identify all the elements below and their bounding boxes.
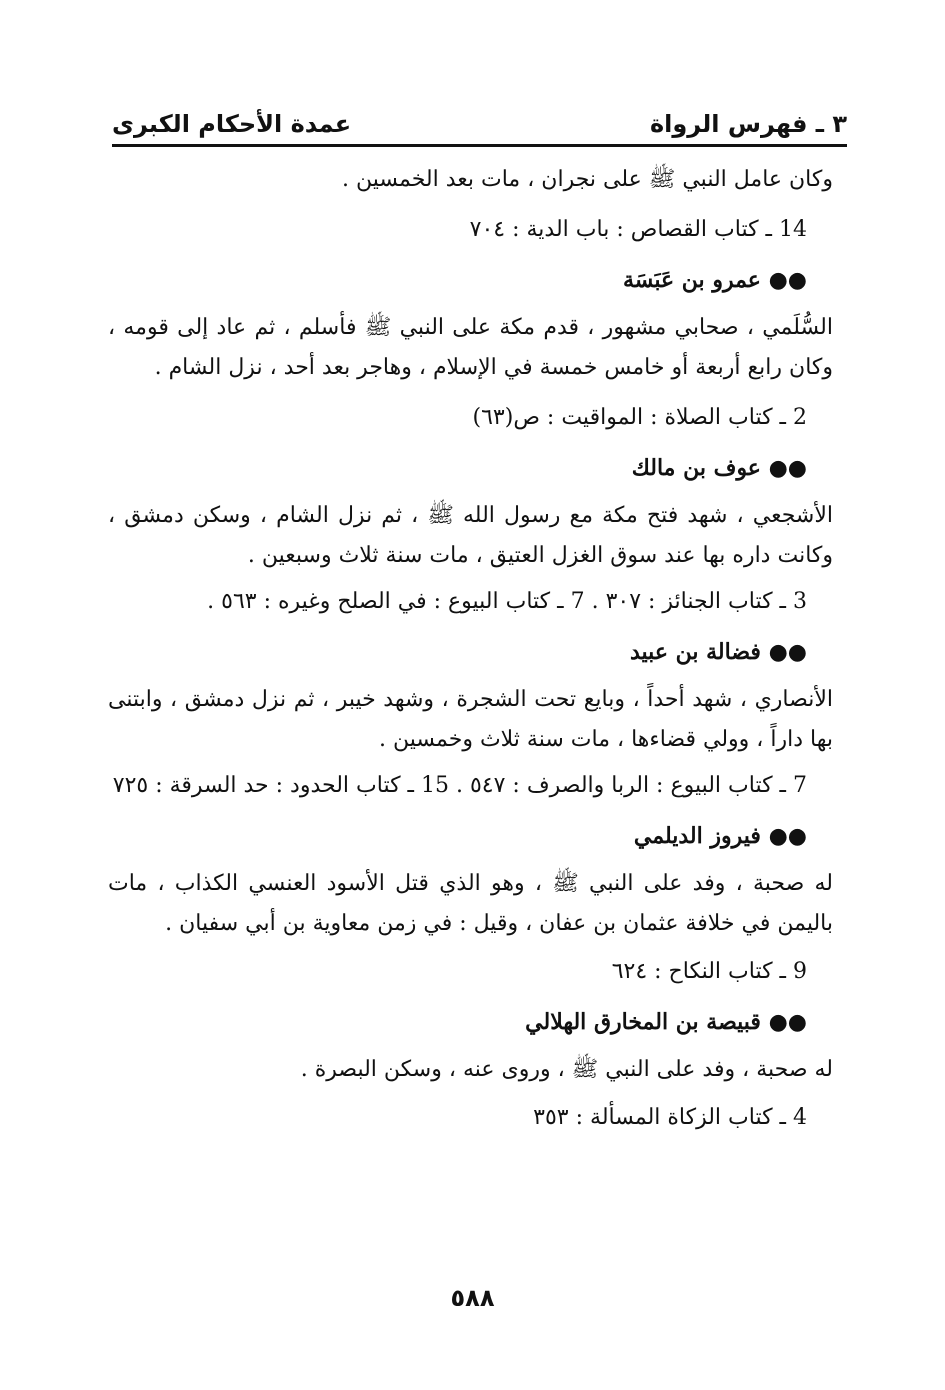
- reference-line: 7 ـ كتاب البيوع : الربا والصرف : ٥٤٧ . 15 ـ كتاب الحدود : حد السرقة : ٧٢٥: [112, 773, 807, 798]
- bio-text: الأنصاري ، شهد أحداً ، وبايع تحت الشجرة ، وشهد خيبر ، ثم نزل دمشق ، وابتنى بها داراً ، وولي قضاءها ، مات سنة ثلاث وخمسين .: [108, 687, 833, 752]
- reference-line: 3 ـ كتاب الجنائز : ٣٠٧ . 7 ـ كتاب البيوع : في الصلح وغيره : ٥٦٣ .: [207, 589, 807, 614]
- bio-text: له صحبة ، وفد على النبي ﷺ ، وهو الذي قتل الأسود العنسي الكذاب ، مات باليمن في خلافة عثمان بن عفان ، وقيل : في زمن معاوية بن أبي سفيان .: [108, 871, 833, 936]
- narrator-name: ●● فضالة بن عبيد: [630, 639, 807, 665]
- narrator-name: ●● عوف بن مالك: [631, 455, 807, 481]
- reference-line: 9 ـ كتاب النكاح : ٦٢٤: [611, 959, 807, 984]
- narrator-name: ●● فيروز الديلمي: [633, 823, 807, 849]
- bio-text: له صحبة ، وفد على النبي ﷺ ، وروى عنه ، وسكن البصرة .: [300, 1057, 833, 1082]
- book-title: عمدة الأحكام الكبرى: [112, 110, 352, 138]
- bio-text: وكان عامل النبي ﷺ على نجران ، مات بعد الخمسين .: [342, 167, 833, 192]
- page-header: [112, 96, 847, 147]
- page-content: [108, 160, 833, 1138]
- reference-line: 2 ـ كتاب الصلاة : المواقيت : ص(٦٣): [472, 405, 807, 430]
- narrator-name: ●● قبيصة بن المخارق الهلالي: [525, 1009, 807, 1035]
- bio-text: الأشجعي ، شهد فتح مكة مع رسول الله ﷺ ، ثم نزل الشام ، وسكن دمشق ، وكانت داره بها عند سوق الغزل العتيق ، مات سنة ثلاث وسبعين .: [108, 503, 833, 568]
- section-title: ٣ ـ فهرس الرواة: [649, 110, 847, 138]
- reference-line: 14 ـ كتاب القصاص : باب الدية : ٧٠٤: [469, 217, 807, 242]
- narrator-name: ●● عمرو بن عَبَسَة: [622, 267, 807, 293]
- reference-line: 4 ـ كتاب الزكاة المسألة : ٣٥٣: [533, 1105, 807, 1130]
- page-number: ٥٨٨: [450, 1284, 495, 1312]
- bio-text: السُّلَمي ، صحابي مشهور ، قدم مكة على النبي ﷺ فأسلم ، ثم عاد إلى قومه ، وكان رابع أربعة أو خامس خمسة في الإسلام ، وهاجر بعد أحد ، نزل الشام .: [108, 315, 833, 380]
